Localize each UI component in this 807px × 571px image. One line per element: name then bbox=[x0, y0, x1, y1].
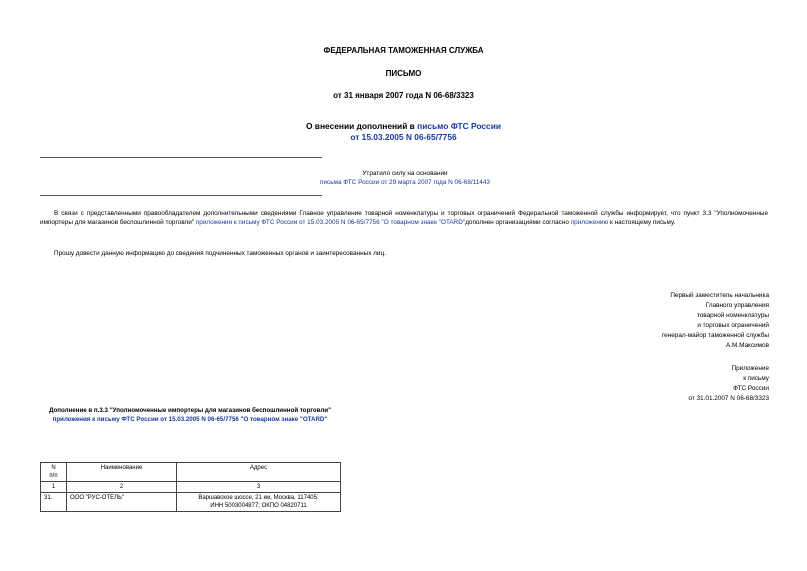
signature-line: Главного управления bbox=[705, 302, 769, 309]
document-date-number: от 31 января 2007 года N 06-68/3323 bbox=[333, 91, 474, 100]
appendix-ref-line: ФТС России bbox=[733, 385, 769, 392]
numbering-cell: 3 bbox=[177, 482, 341, 493]
row-address-line-2: ИНН 5003004877; ОКПО 04820711 bbox=[210, 503, 307, 509]
header-cell-address: Адрес bbox=[177, 463, 341, 482]
signature-name: А.М.Максимов bbox=[725, 342, 769, 349]
row-address bbox=[177, 493, 341, 512]
appendix-table bbox=[40, 462, 341, 512]
p1-text-3: к настоящему письму. bbox=[608, 219, 676, 227]
table-row bbox=[41, 493, 341, 512]
appendix-ref-line: к письму bbox=[743, 375, 769, 382]
row-address-line-1: Варшавское шоссе, 21 км, Москва, 117405; bbox=[198, 495, 319, 501]
divider-bottom bbox=[40, 195, 322, 196]
document-title bbox=[0, 121, 807, 143]
row-name: ООО "РУС-ОТЕЛЬ" bbox=[67, 493, 177, 512]
signature-block bbox=[549, 291, 769, 351]
header-cell-number: N п/п bbox=[41, 463, 67, 482]
appendix-ref-line: Приложение bbox=[731, 365, 769, 372]
title-link-number[interactable]: от 15.03.2005 N 06-65/7756 bbox=[350, 132, 457, 142]
divider-top bbox=[40, 157, 322, 158]
body-paragraph-2: Прошу довести данную информацию до сведения подчиненных таможенных органов и заинтересованных лиц. bbox=[54, 250, 386, 257]
appendix-reference bbox=[549, 364, 769, 404]
appendix-title bbox=[40, 406, 340, 424]
appendix-title-text: Дополнение в п.3.3 "Уполномоченные импортеры для магазинов беспошлинной торговли" bbox=[48, 407, 332, 414]
appendix-ref-line: от 31.01.2007 N 06-68/3323 bbox=[688, 395, 769, 402]
row-number: 31. bbox=[41, 493, 67, 512]
numbering-cell: 2 bbox=[67, 482, 177, 493]
numbering-cell: 1 bbox=[41, 482, 67, 493]
status-line: Утратило силу на основании bbox=[362, 170, 448, 177]
status-link[interactable]: письма ФТС России от 29 марта 2007 года N 06-68/11443 bbox=[320, 179, 490, 187]
p1-link-appendix-letter[interactable]: приложения к письму ФТС России от 15.03.2005 N 06-65/7756 "О товарном знаке "OTARD" bbox=[195, 219, 466, 227]
status-notice bbox=[300, 169, 510, 187]
table-numbering-row bbox=[41, 482, 341, 493]
title-prefix: О внесении дополнений в bbox=[305, 121, 418, 131]
agency-name: ФЕДЕРАЛЬНАЯ ТАМОЖЕННАЯ СЛУЖБА bbox=[323, 46, 484, 55]
p1-link-appendix[interactable]: приложению bbox=[570, 219, 609, 227]
signature-line: товарной номенклатуры bbox=[696, 312, 769, 319]
body-paragraph-1 bbox=[40, 209, 768, 228]
appendix-title-link[interactable]: приложения к письму ФТС России от 15.03.2005 N 06-65/7756 "О товарном знаке "OTARD" bbox=[52, 416, 328, 423]
table-header-row bbox=[41, 463, 341, 482]
signature-line: генерал-майор таможенной службы bbox=[661, 332, 769, 339]
signature-line: Первый заместитель начальника bbox=[670, 292, 769, 299]
signature-line: и торговых ограничений bbox=[697, 322, 769, 329]
title-link-letter[interactable]: письмо ФТС России bbox=[417, 121, 502, 131]
header-cell-name: Наименование bbox=[67, 463, 177, 482]
p1-text-2: дополнен организациями согласно bbox=[465, 219, 571, 227]
document-type: ПИСЬМО bbox=[385, 69, 422, 78]
p1-text-1: В связи с представленными правообладателем дополнительными сведениями Главное управление товарной номенклатуры и торговых ограничений Федеральной таможенной службы информирует, что пункт 3.3 "Уполномоченные импортеры для магазинов беспошлинной торговли" bbox=[40, 210, 768, 227]
